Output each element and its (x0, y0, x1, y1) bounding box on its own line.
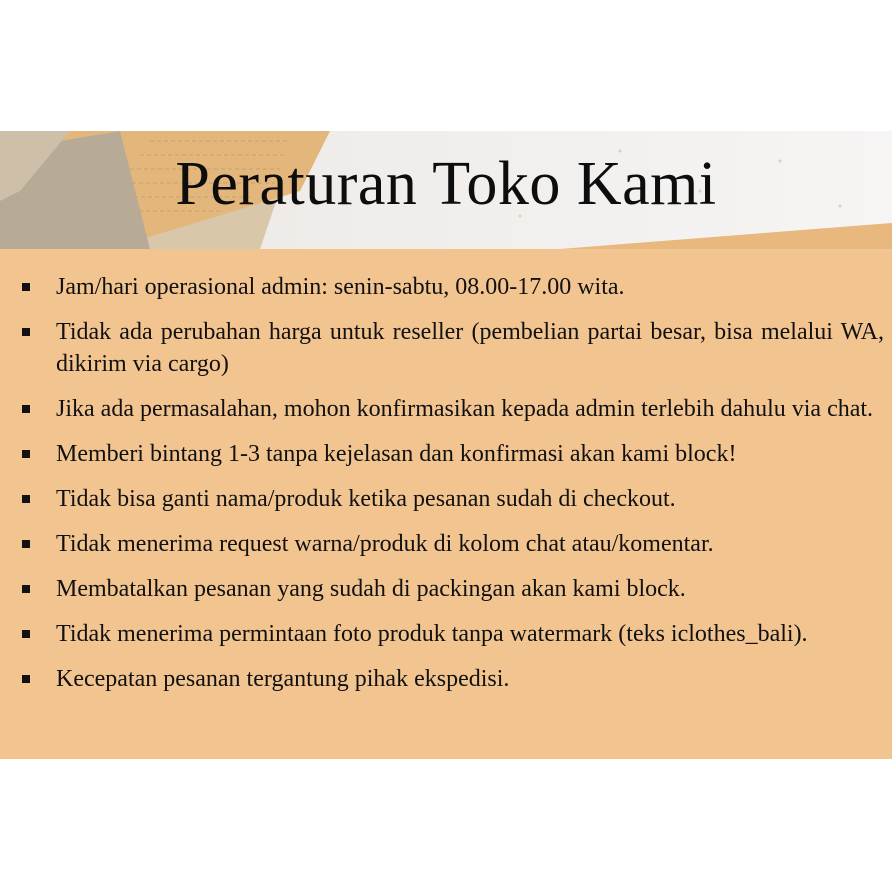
slide (0, 131, 892, 759)
rule-text: Tidak bisa ganti nama/produk ketika pesanan sudah di checkout. (56, 486, 676, 512)
square-bullet-icon (22, 283, 30, 291)
square-bullet-icon (22, 630, 30, 638)
rule-item (0, 438, 892, 470)
rule-item (0, 528, 892, 560)
rule-item (0, 393, 892, 425)
page-title: Peraturan Toko Kami (175, 150, 717, 218)
rule-item (0, 316, 892, 380)
rule-text: Memberi bintang 1-3 tanpa kejelasan dan konfirmasi akan kami block! (56, 441, 737, 467)
square-bullet-icon (22, 585, 30, 593)
rule-text: Tidak ada perubahan harga untuk reseller (pembelian partai besar, bisa melalui WA, dikirim via cargo) (56, 319, 884, 377)
rule-item (0, 271, 892, 303)
square-bullet-icon (22, 450, 30, 458)
rule-item (0, 573, 892, 605)
rule-text: Tidak menerima permintaan foto produk tanpa watermark (teks iclothes_bali). (56, 621, 808, 647)
rule-item (0, 663, 892, 695)
square-bullet-icon (22, 675, 30, 683)
rule-item (0, 618, 892, 650)
square-bullet-icon (22, 328, 30, 336)
square-bullet-icon (22, 540, 30, 548)
rules-list (0, 271, 892, 708)
square-bullet-icon (22, 405, 30, 413)
rule-text: Membatalkan pesanan yang sudah di packingan akan kami block. (56, 576, 686, 602)
title-banner (0, 131, 892, 249)
square-bullet-icon (22, 495, 30, 503)
rule-text: Kecepatan pesanan tergantung pihak ekspedisi. (56, 666, 510, 692)
rule-text: Tidak menerima request warna/produk di kolom chat atau/komentar. (56, 531, 714, 557)
rule-text: Jam/hari operasional admin: senin-sabtu, 08.00-17.00 wita. (56, 274, 625, 300)
rule-text: Jika ada permasalahan, mohon konfirmasikan kepada admin terlebih dahulu via chat. (56, 396, 874, 422)
rule-item (0, 483, 892, 515)
